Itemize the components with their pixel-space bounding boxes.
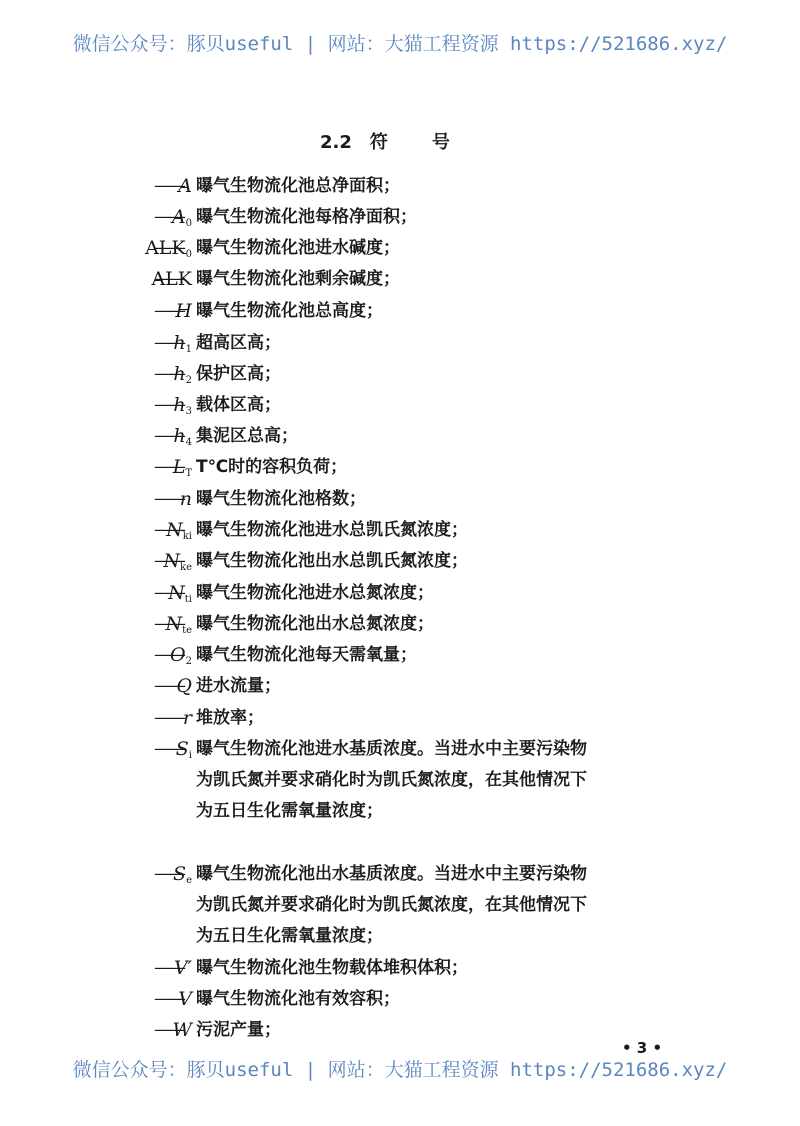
symbol-definition: —— 曝气生物流化池出水基质浓度。当进水中主要污染物 bbox=[196, 859, 587, 890]
symbol-subscript: i bbox=[188, 750, 192, 761]
symbol-definition: —— 曝气生物流化池剩余碱度； bbox=[196, 264, 400, 295]
symbol-letter: V bbox=[178, 988, 192, 1010]
symbol-letter: N bbox=[168, 582, 185, 604]
symbol-letter: ALK bbox=[151, 268, 192, 290]
symbol-subscript: T bbox=[185, 468, 192, 479]
symbol-definition: —— 曝气生物流化池出水总氮浓度； bbox=[196, 609, 434, 640]
symbol-letter: h bbox=[173, 332, 186, 354]
symbol-letter: N bbox=[166, 519, 183, 541]
symbol-definition: —— 堆放率； bbox=[196, 703, 264, 734]
symbol-definition: —— 曝气生物流化池进水碱度； bbox=[196, 233, 400, 264]
definition-continuation-text: 为五日生化需氧量浓度； bbox=[196, 926, 383, 946]
symbol-letter: h bbox=[173, 363, 186, 385]
symbol-definition: —— 超高区高； bbox=[196, 328, 281, 359]
symbol-letter: N bbox=[165, 613, 183, 635]
symbol-definition: —— 曝气生物流化池进水总凯氏氮浓度； bbox=[196, 515, 468, 546]
symbol-letter: ALK bbox=[145, 237, 186, 259]
symbol-letter: n bbox=[179, 488, 192, 510]
symbol-subscript: 0 bbox=[185, 218, 192, 229]
symbol-definition: —— 曝气生物流化池总高度； bbox=[196, 296, 383, 327]
symbol-definition: —— 曝气生物流化池总净面积； bbox=[196, 171, 400, 202]
symbol-letter: L bbox=[172, 456, 186, 478]
section-number: 2.2 bbox=[320, 132, 352, 153]
symbol-subscript: 4 bbox=[185, 437, 192, 448]
symbol-letter: A bbox=[178, 175, 192, 197]
symbol-subscript: ti bbox=[184, 594, 192, 605]
definition-continuation-text: 为凯氏氮并要求硝化时为凯氏氮浓度，在其他情况下 bbox=[196, 770, 587, 790]
symbol-definition: —— 集泥区总高； bbox=[196, 421, 298, 452]
watermark-bottom: 微信公众号：豚贝useful | 网站：大猫工程资源 https://521686.xyz/ bbox=[72, 1059, 728, 1081]
symbol-subscript: ke bbox=[180, 562, 192, 573]
section-title-char-1: 符 bbox=[369, 132, 388, 153]
symbol-letter: H bbox=[175, 300, 192, 322]
symbol-subscript: te bbox=[182, 625, 192, 636]
symbol-letter: N bbox=[163, 550, 181, 572]
symbol-letter: h bbox=[173, 394, 186, 416]
symbol-definition: —— 曝气生物流化池生物载体堆积体积； bbox=[196, 953, 468, 984]
symbol-definition: —— 载体区高； bbox=[196, 390, 281, 421]
symbol-definition: —— 曝气生物流化池每格净面积； bbox=[196, 202, 417, 233]
watermark-top: 微信公众号：豚贝useful | 网站：大猫工程资源 https://521686.xyz/ bbox=[72, 33, 728, 55]
symbol-letter: A bbox=[171, 206, 186, 228]
symbol-subscript: 1 bbox=[185, 344, 192, 355]
page-number: • 3 • bbox=[622, 1039, 663, 1057]
symbol-subscript: 2 bbox=[185, 375, 192, 386]
symbol-definition: —— 曝气生物流化池有效容积； bbox=[196, 984, 400, 1015]
symbol-letter: V′ bbox=[173, 957, 192, 979]
symbol-definition: —— T℃时的容积负荷； bbox=[196, 452, 347, 483]
definition-continuation-text: 为凯氏氮并要求硝化时为凯氏氮浓度，在其他情况下 bbox=[196, 895, 587, 915]
symbol-letter: O bbox=[170, 644, 186, 666]
symbol-subscript: 0 bbox=[185, 249, 192, 260]
symbol-definition: —— 污泥产量； bbox=[196, 1015, 281, 1046]
symbol-letter: W bbox=[172, 1019, 192, 1041]
symbol-letter: Q bbox=[176, 675, 192, 697]
symbol-definition: —— 保护区高； bbox=[196, 359, 281, 390]
symbol-definition: —— 曝气生物流化池每天需氧量； bbox=[196, 640, 417, 671]
symbol-definition: —— 曝气生物流化池进水总氮浓度； bbox=[196, 578, 434, 609]
section-title-char-2: 号 bbox=[431, 132, 450, 153]
symbol-subscript: e bbox=[186, 875, 192, 886]
symbol-letter: S bbox=[175, 738, 189, 760]
symbol-letter: S bbox=[173, 863, 187, 885]
symbol-definition: —— 曝气生物流化池格数； bbox=[196, 484, 366, 515]
definition-continuation-text: 为五日生化需氧量浓度； bbox=[196, 801, 383, 821]
symbol-definition: —— 曝气生物流化池出水总凯氏氮浓度； bbox=[196, 546, 468, 577]
symbol-subscript: 2 bbox=[185, 656, 192, 667]
symbol-subscript: 3 bbox=[185, 406, 192, 417]
symbol-letter: h bbox=[173, 425, 186, 447]
section-heading bbox=[320, 128, 450, 154]
symbol-definition: —— 曝气生物流化池进水基质浓度。当进水中主要污染物 bbox=[196, 734, 587, 765]
symbol-subscript: ki bbox=[182, 531, 192, 542]
symbol-definition: —— 进水流量； bbox=[196, 671, 281, 702]
symbol-letter: r bbox=[182, 707, 192, 729]
symbol-term bbox=[183, 703, 192, 734]
